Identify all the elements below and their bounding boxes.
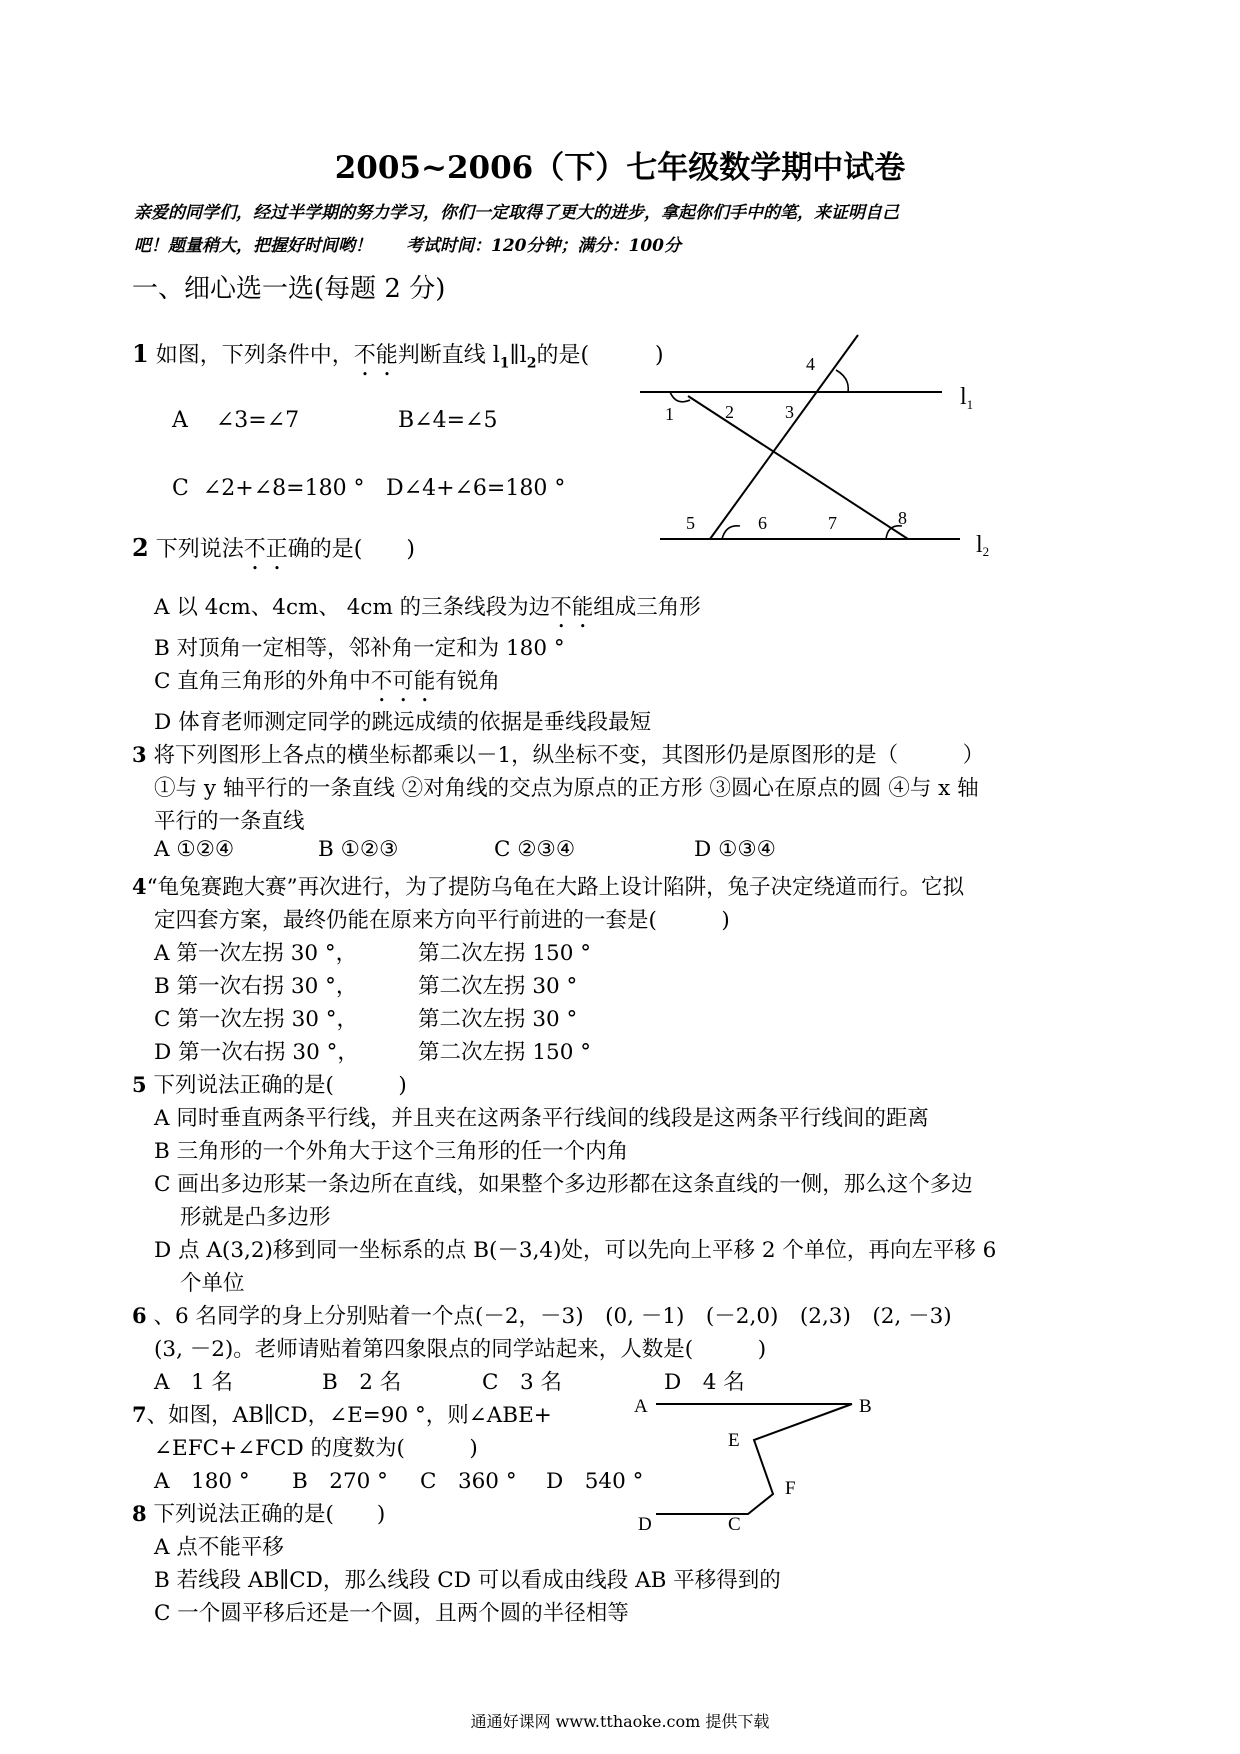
option-text: C 直角三角形的外角中 (154, 669, 371, 694)
q6-option-b: B 2 名 (322, 1370, 402, 1395)
q3-line-3: 平行的一条直线 (154, 809, 305, 834)
question-number: 5 (132, 1072, 147, 1097)
q6-option-a: A 1 名 (154, 1370, 234, 1395)
q5-option-c-2: 形就是凸多边形 (180, 1205, 331, 1230)
q5-option-c-1: C 画出多边形某一条边所在直线，如果整个多边形都在这条直线的一侧，那么这个多边 (154, 1172, 973, 1197)
line-label-l2: l2 (976, 532, 990, 559)
angle-label-3: 3 (785, 402, 794, 422)
question-text: 将下列图形上各点的横坐标都乘以－1，纵坐标不变，其图形仍是原图形的是（ ） (153, 743, 985, 768)
angle-label-7: 7 (828, 513, 837, 533)
question-8 (132, 1497, 385, 1528)
q4-line-2: 定四套方案，最终仍能在原来方向平行前进的一套是( ) (154, 908, 730, 933)
option-letter: C (172, 476, 189, 501)
angle-label-5: 5 (686, 513, 695, 533)
intro-line1: 亲爱的同学们，经过半学期的努力学习，你们一定取得了更大的进步，拿起你们手中的笔，来证明自己 (134, 203, 899, 223)
question-text: 确的是( ) (287, 537, 415, 562)
question-number: 2 (132, 533, 149, 562)
q1-option-b: B∠4=∠5 (398, 408, 498, 433)
q6-option-d: D 4 名 (664, 1370, 745, 1395)
question-number: 8 (132, 1501, 147, 1526)
angle-label-2: 2 (725, 402, 734, 422)
q4-option-d-1: D 第一次右拐 30 °， (154, 1040, 359, 1065)
q7-option-c: C 360 ° (420, 1469, 517, 1494)
question-number: 7 (132, 1402, 147, 1427)
point-label-b: B (859, 1396, 872, 1417)
q5-option-d-1: D 点 A(3,2)移到同一坐标系的点 B(－3,4)处，可以先向上平移 2 个单位，再向左平移 6 (154, 1238, 997, 1263)
q4-option-a-2: 第二次左拐 150 ° (418, 941, 591, 966)
intro-exam-info: 考试时间：120分钟；满分：100分 (406, 236, 681, 256)
question-4 (132, 870, 964, 901)
question-6 (132, 1299, 952, 1330)
angle-label-4: 4 (806, 354, 815, 374)
q8-option-b: B 若线段 AB∥CD，那么线段 CD 可以看成由线段 AB 平移得到的 (154, 1568, 781, 1593)
question-text: 下列说法 (155, 537, 244, 562)
q3-option-b: B ①②③ (318, 837, 399, 862)
question-text: ∥l (509, 343, 527, 368)
point-label-d: D (638, 1514, 652, 1535)
question-text: “龟兔赛跑大赛”再次进行，为了提防乌龟在大路上设计陷阱，兔子决定绕道而行。它拟 (146, 875, 965, 900)
angle-label-1: 1 (665, 404, 674, 424)
option-text: ∠2+∠8=180 ° (202, 476, 365, 501)
subscript: 2 (526, 355, 537, 372)
transversal-1 (710, 335, 858, 539)
question-text: 判断直线 l (397, 343, 500, 368)
point-label-e: E (728, 1430, 740, 1451)
page-title: 2005~2006（下）七年级数学期中试卷 (334, 150, 906, 186)
angle-arc (722, 526, 740, 539)
question-number: 4 (132, 874, 147, 899)
intro-text (134, 197, 1124, 263)
question-3 (132, 738, 984, 769)
q8-option-a: A 点不能平移 (154, 1535, 284, 1560)
subscript: 1 (499, 355, 510, 372)
angle-arc (836, 370, 848, 392)
path-b-e-f-c-d (656, 1404, 852, 1514)
angle-label-6: 6 (758, 513, 767, 533)
q1-option-c (172, 476, 365, 501)
q5-option-a: A 同时垂直两条平行线，并且夹在这两条平行线间的线段是这两条平行线间的距离 (154, 1106, 929, 1131)
emphasis-text: 不能 (550, 595, 594, 620)
question-7 (132, 1398, 552, 1429)
footer-text: 通通好课网 www.tthaoke.com 提供下载 (470, 1712, 770, 1731)
question-1 (132, 338, 664, 381)
q3-line-2: ①与 y 轴平行的一条直线 ②对角线的交点为原点的正方形 ③圆心在原点的圆 ④与 x 轴 (154, 776, 979, 801)
emphasis-text: 不可能 (370, 669, 436, 694)
q6-line-2: (3, －2)。老师请贴着第四象限点的同学站起来，人数是( ) (154, 1337, 767, 1362)
q7-option-d: D 540 ° (546, 1469, 644, 1494)
angle-label-8: 8 (898, 508, 907, 528)
q2-option-a (154, 590, 701, 633)
question-text: 下列说法正确的是( ) (153, 1073, 407, 1098)
question-number: 3 (132, 742, 147, 767)
ab-cd-figure (628, 1390, 888, 1540)
q6-option-c: C 3 名 (482, 1370, 562, 1395)
emphasis-text: 不能 (353, 343, 398, 368)
q5-option-d-2: 个单位 (180, 1271, 245, 1296)
intro-line2a: 吧！题量稍大，把握好时间哟！ (134, 236, 372, 256)
option-text: A 以 4cm、4cm、 4cm 的三条线段为边 (154, 595, 551, 620)
point-label-c: C (728, 1514, 741, 1535)
q4-option-c-1: C 第一次左拐 30 °， (154, 1007, 359, 1032)
question-number: 6 (132, 1303, 147, 1328)
q4-option-a-1: A 第一次左拐 30 °， (154, 941, 358, 966)
q4-option-b-2: 第二次左拐 30 ° (418, 974, 578, 999)
question-text: 如图，下列条件中， (155, 343, 354, 368)
question-5 (132, 1068, 407, 1099)
q2-option-d: D 体育老师测定同学的跳远成绩的依据是垂线段最短 (154, 710, 652, 735)
section-heading: 一、细心选一选(每题 2 分) (132, 274, 446, 304)
option-letter: A (172, 408, 188, 433)
q3-option-d: D ①③④ (694, 837, 776, 862)
emphasis-text: 不正 (243, 537, 288, 562)
q1-option-d: D∠4+∠6=180 ° (386, 476, 566, 501)
question-text: 、如图，AB∥CD，∠E=90 °，则∠ABE+ (146, 1403, 552, 1428)
q2-option-b: B 对顶角一定相等，邻补角一定和为 180 ° (154, 636, 565, 661)
q2-option-c (154, 664, 500, 707)
q1-option-a (172, 408, 299, 433)
option-text: 有锐角 (435, 669, 500, 694)
option-text: 组成三角形 (593, 595, 701, 620)
point-label-a: A (634, 1396, 648, 1417)
q5-option-b: B 三角形的一个外角大于这个三角形的任一个内角 (154, 1139, 629, 1164)
q7-line-2: ∠EFC+∠FCD 的度数为( ) (154, 1436, 478, 1461)
line-label-l1: $l_1$ (960, 384, 974, 412)
q4-option-b-1: B 第一次右拐 30 °， (154, 974, 358, 999)
question-text: 、6 名同学的身上分别贴着一个点(－2，－3) (0, －1) (－2,0) (2,3) (2, －3) (153, 1304, 952, 1329)
question-text: 下列说法正确的是( ) (153, 1502, 386, 1527)
question-text: 的是( ) (536, 343, 664, 368)
parallel-lines-figure (630, 330, 1010, 559)
point-label-f: F (785, 1478, 796, 1499)
q3-option-c: C ②③④ (494, 837, 576, 862)
q7-option-b: B 270 ° (292, 1469, 388, 1494)
option-text: ∠3=∠7 (215, 408, 300, 433)
angle-arc (670, 392, 690, 402)
question-2 (132, 532, 415, 575)
q7-option-a: A 180 ° (154, 1469, 250, 1494)
question-number: 1 (132, 339, 149, 368)
q3-option-a: A ①②④ (154, 837, 235, 862)
q4-option-c-2: 第二次左拐 30 ° (418, 1007, 578, 1032)
q4-option-d-2: 第二次左拐 150 ° (418, 1040, 591, 1065)
q8-option-c: C 一个圆平移后还是一个圆，且两个圆的半径相等 (154, 1601, 629, 1626)
